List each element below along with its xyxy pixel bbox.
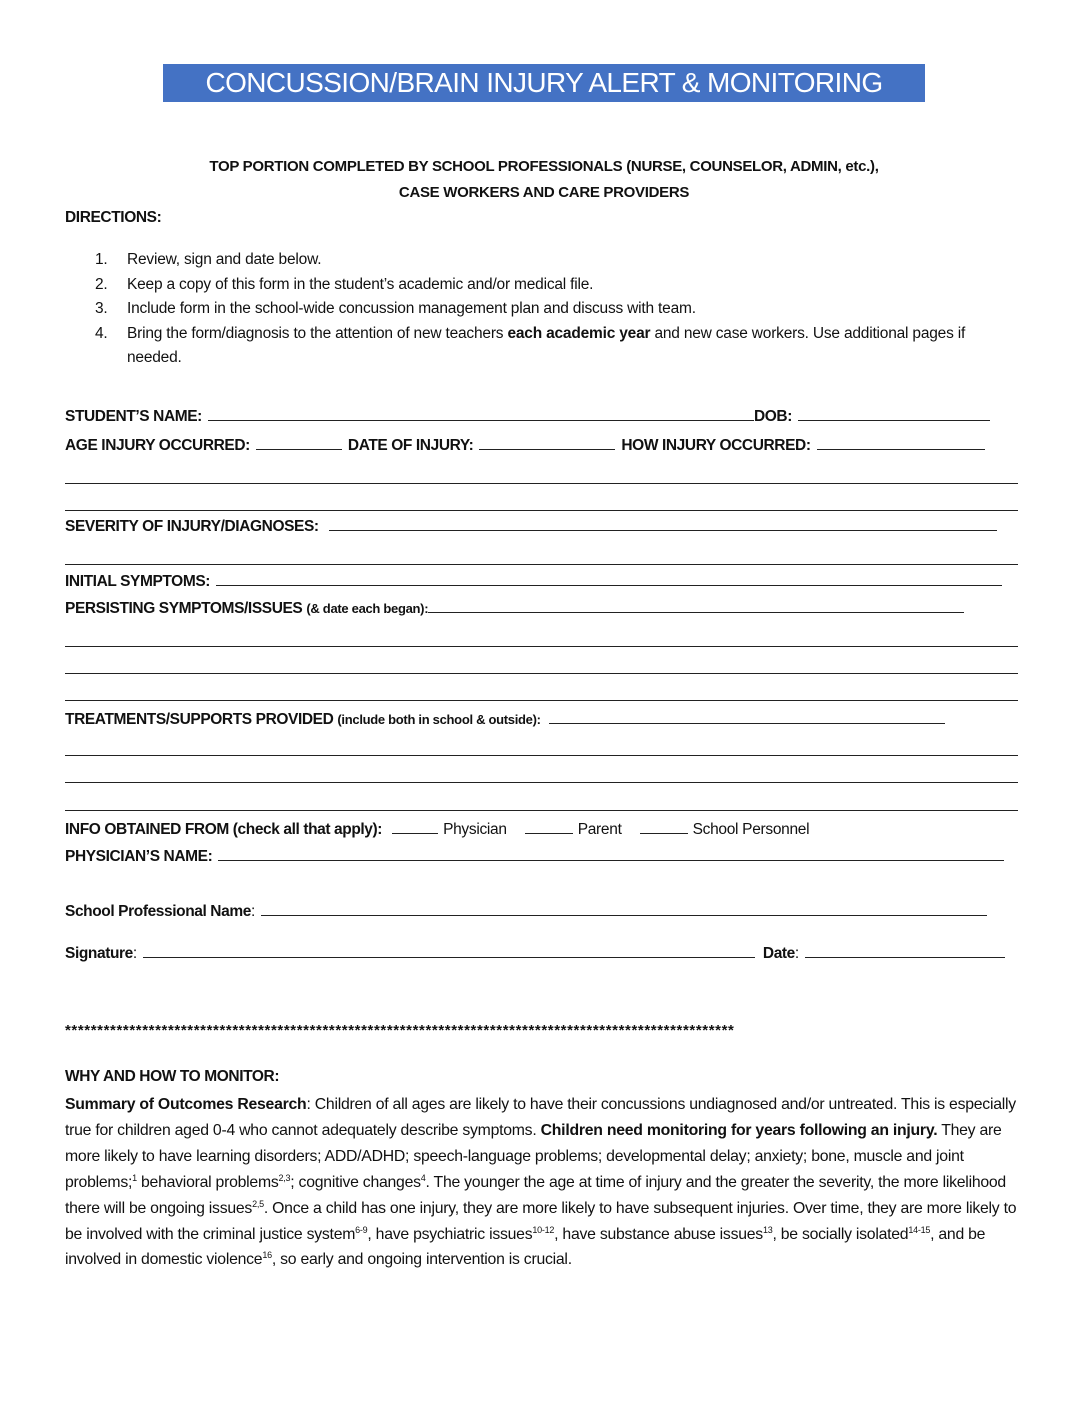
student-name-label: STUDENT’S NAME: xyxy=(65,408,202,425)
physician-name-field[interactable] xyxy=(218,846,1004,861)
signature-field[interactable] xyxy=(143,943,755,958)
persisting-symptoms-row xyxy=(65,598,964,620)
signature-label: Signature xyxy=(65,945,133,962)
treatments-row xyxy=(65,709,945,731)
treatments-field[interactable] xyxy=(549,709,945,724)
option-physician: Physician xyxy=(443,821,507,838)
initial-symptoms-row xyxy=(65,571,1002,593)
subheading-line-2: CASE WORKERS AND CARE PROVIDERS xyxy=(398,184,690,201)
treatments-line-2[interactable] xyxy=(65,755,1018,756)
directions-label: DIRECTIONS: xyxy=(65,209,162,226)
treatments-note: (include both in school & outside): xyxy=(337,712,541,727)
persisting-symptoms-field[interactable] xyxy=(428,598,964,613)
physician-name-row xyxy=(65,846,1004,868)
school-professional-row: School Professional Name : xyxy=(65,901,987,923)
student-name-row xyxy=(65,406,990,428)
dob-label: DOB: xyxy=(753,408,792,425)
persisting-line-3[interactable] xyxy=(65,673,1018,674)
directions-list xyxy=(95,248,995,371)
direction-item: 2. Keep a copy of this form in the student’s academic and/or medical file. xyxy=(95,275,594,293)
form-title: CONCUSSION/BRAIN INJURY ALERT & MONITORING FORM xyxy=(163,64,925,102)
severity-field[interactable] xyxy=(329,516,997,531)
student-name-field[interactable] xyxy=(208,406,754,421)
persisting-symptoms-label: PERSISTING SYMPTOMS/ISSUES xyxy=(65,600,303,617)
how-injury-line-2[interactable] xyxy=(65,483,1018,484)
treatments-label: TREATMENTS/SUPPORTS PROVIDED xyxy=(65,711,334,728)
age-injury-label: AGE INJURY OCCURRED: xyxy=(65,437,250,454)
outcomes-research-paragraph: Summary of Outcomes Research: Children of all ages are likely to have their concussions undiagnosed and/or untreated. This is especially true for children aged 0-4 who cannot adequately describe symptoms. Children need monitoring for years following an injury. They are more likely to have learning disorders; ADD/ADHD; speech-language problems; developmental delay; anxiety; bone, muscle and joint problems;$^1$ behavioral problems$^{2,3}$; cognitive changes$^4$. The younger the age at time of injury and the greater the severity, the more likelihood there will be ongoing issues$^{2,5}$. Once a child has one injury, they are more likely to have subsequent injuries. Over time, they are more likely to be involved with the criminal justice system$^{6-9}$, have psychiatric issues$^{10-12}$, have substance abuse issues$^{13}$, be socially isolated$^{14-15}$, and be involved in domestic violence$^{16}$, so early and ongoing intervention is crucial. xyxy=(65,1096,1017,1269)
separator-line: ******************************************************************************************************** xyxy=(65,1022,735,1039)
how-injury-label: HOW INJURY OCCURRED: xyxy=(621,437,811,454)
date-field[interactable] xyxy=(805,943,1005,958)
school-professional-label: School Professional Name xyxy=(65,903,251,920)
physician-name-label: PHYSICIAN’S NAME: xyxy=(65,848,213,865)
age-injury-field[interactable] xyxy=(256,435,342,450)
date-injury-label: DATE OF INJURY: xyxy=(347,437,474,454)
physician-checkbox[interactable] xyxy=(392,819,438,834)
direction-item: 4. Bring the form/diagnosis to the attention of new teachers each academic year and new case workers. Use additional pages if needed. xyxy=(95,324,966,366)
treatments-line-3[interactable] xyxy=(65,782,1018,783)
subheading-line-1: TOP PORTION COMPLETED BY SCHOOL PROFESSIONALS (NURSE, COUNSELOR, ADMIN, etc.), xyxy=(209,158,879,175)
date-label: Date xyxy=(762,945,795,962)
how-injury-field[interactable] xyxy=(817,435,985,450)
treatments-line-4[interactable] xyxy=(65,810,1018,811)
severity-label: SEVERITY OF INJURY/DIAGNOSES: xyxy=(65,518,319,535)
severity-row xyxy=(65,516,997,538)
info-obtained-row xyxy=(65,819,809,841)
persisting-line-4[interactable] xyxy=(65,700,1018,701)
parent-checkbox[interactable] xyxy=(525,819,573,834)
severity-line-2[interactable] xyxy=(65,564,1018,565)
dob-field[interactable] xyxy=(798,406,990,421)
direction-item: 3. Include form in the school-wide concussion management plan and discuss with team. xyxy=(95,300,696,317)
info-obtained-label: INFO OBTAINED FROM (check all that apply): xyxy=(65,821,383,838)
school-personnel-checkbox[interactable] xyxy=(640,819,688,834)
option-school-personnel: School Personnel xyxy=(692,821,810,838)
school-professional-field[interactable] xyxy=(261,901,987,916)
date-injury-field[interactable] xyxy=(479,435,615,450)
direction-item: 1. Review, sign and date below. xyxy=(95,251,322,268)
initial-symptoms-field[interactable] xyxy=(216,571,1002,586)
persisting-line-2[interactable] xyxy=(65,646,1018,647)
initial-symptoms-label: INITIAL SYMPTOMS: xyxy=(65,573,211,590)
signature-row: Signature : Date : xyxy=(65,943,1005,965)
how-injury-line-3[interactable] xyxy=(65,510,1018,511)
injury-info-row xyxy=(65,435,985,457)
option-parent: Parent xyxy=(577,821,622,838)
persisting-symptoms-note: (& date each began): xyxy=(306,601,429,616)
monitor-heading: WHY AND HOW TO MONITOR: xyxy=(65,1068,280,1085)
